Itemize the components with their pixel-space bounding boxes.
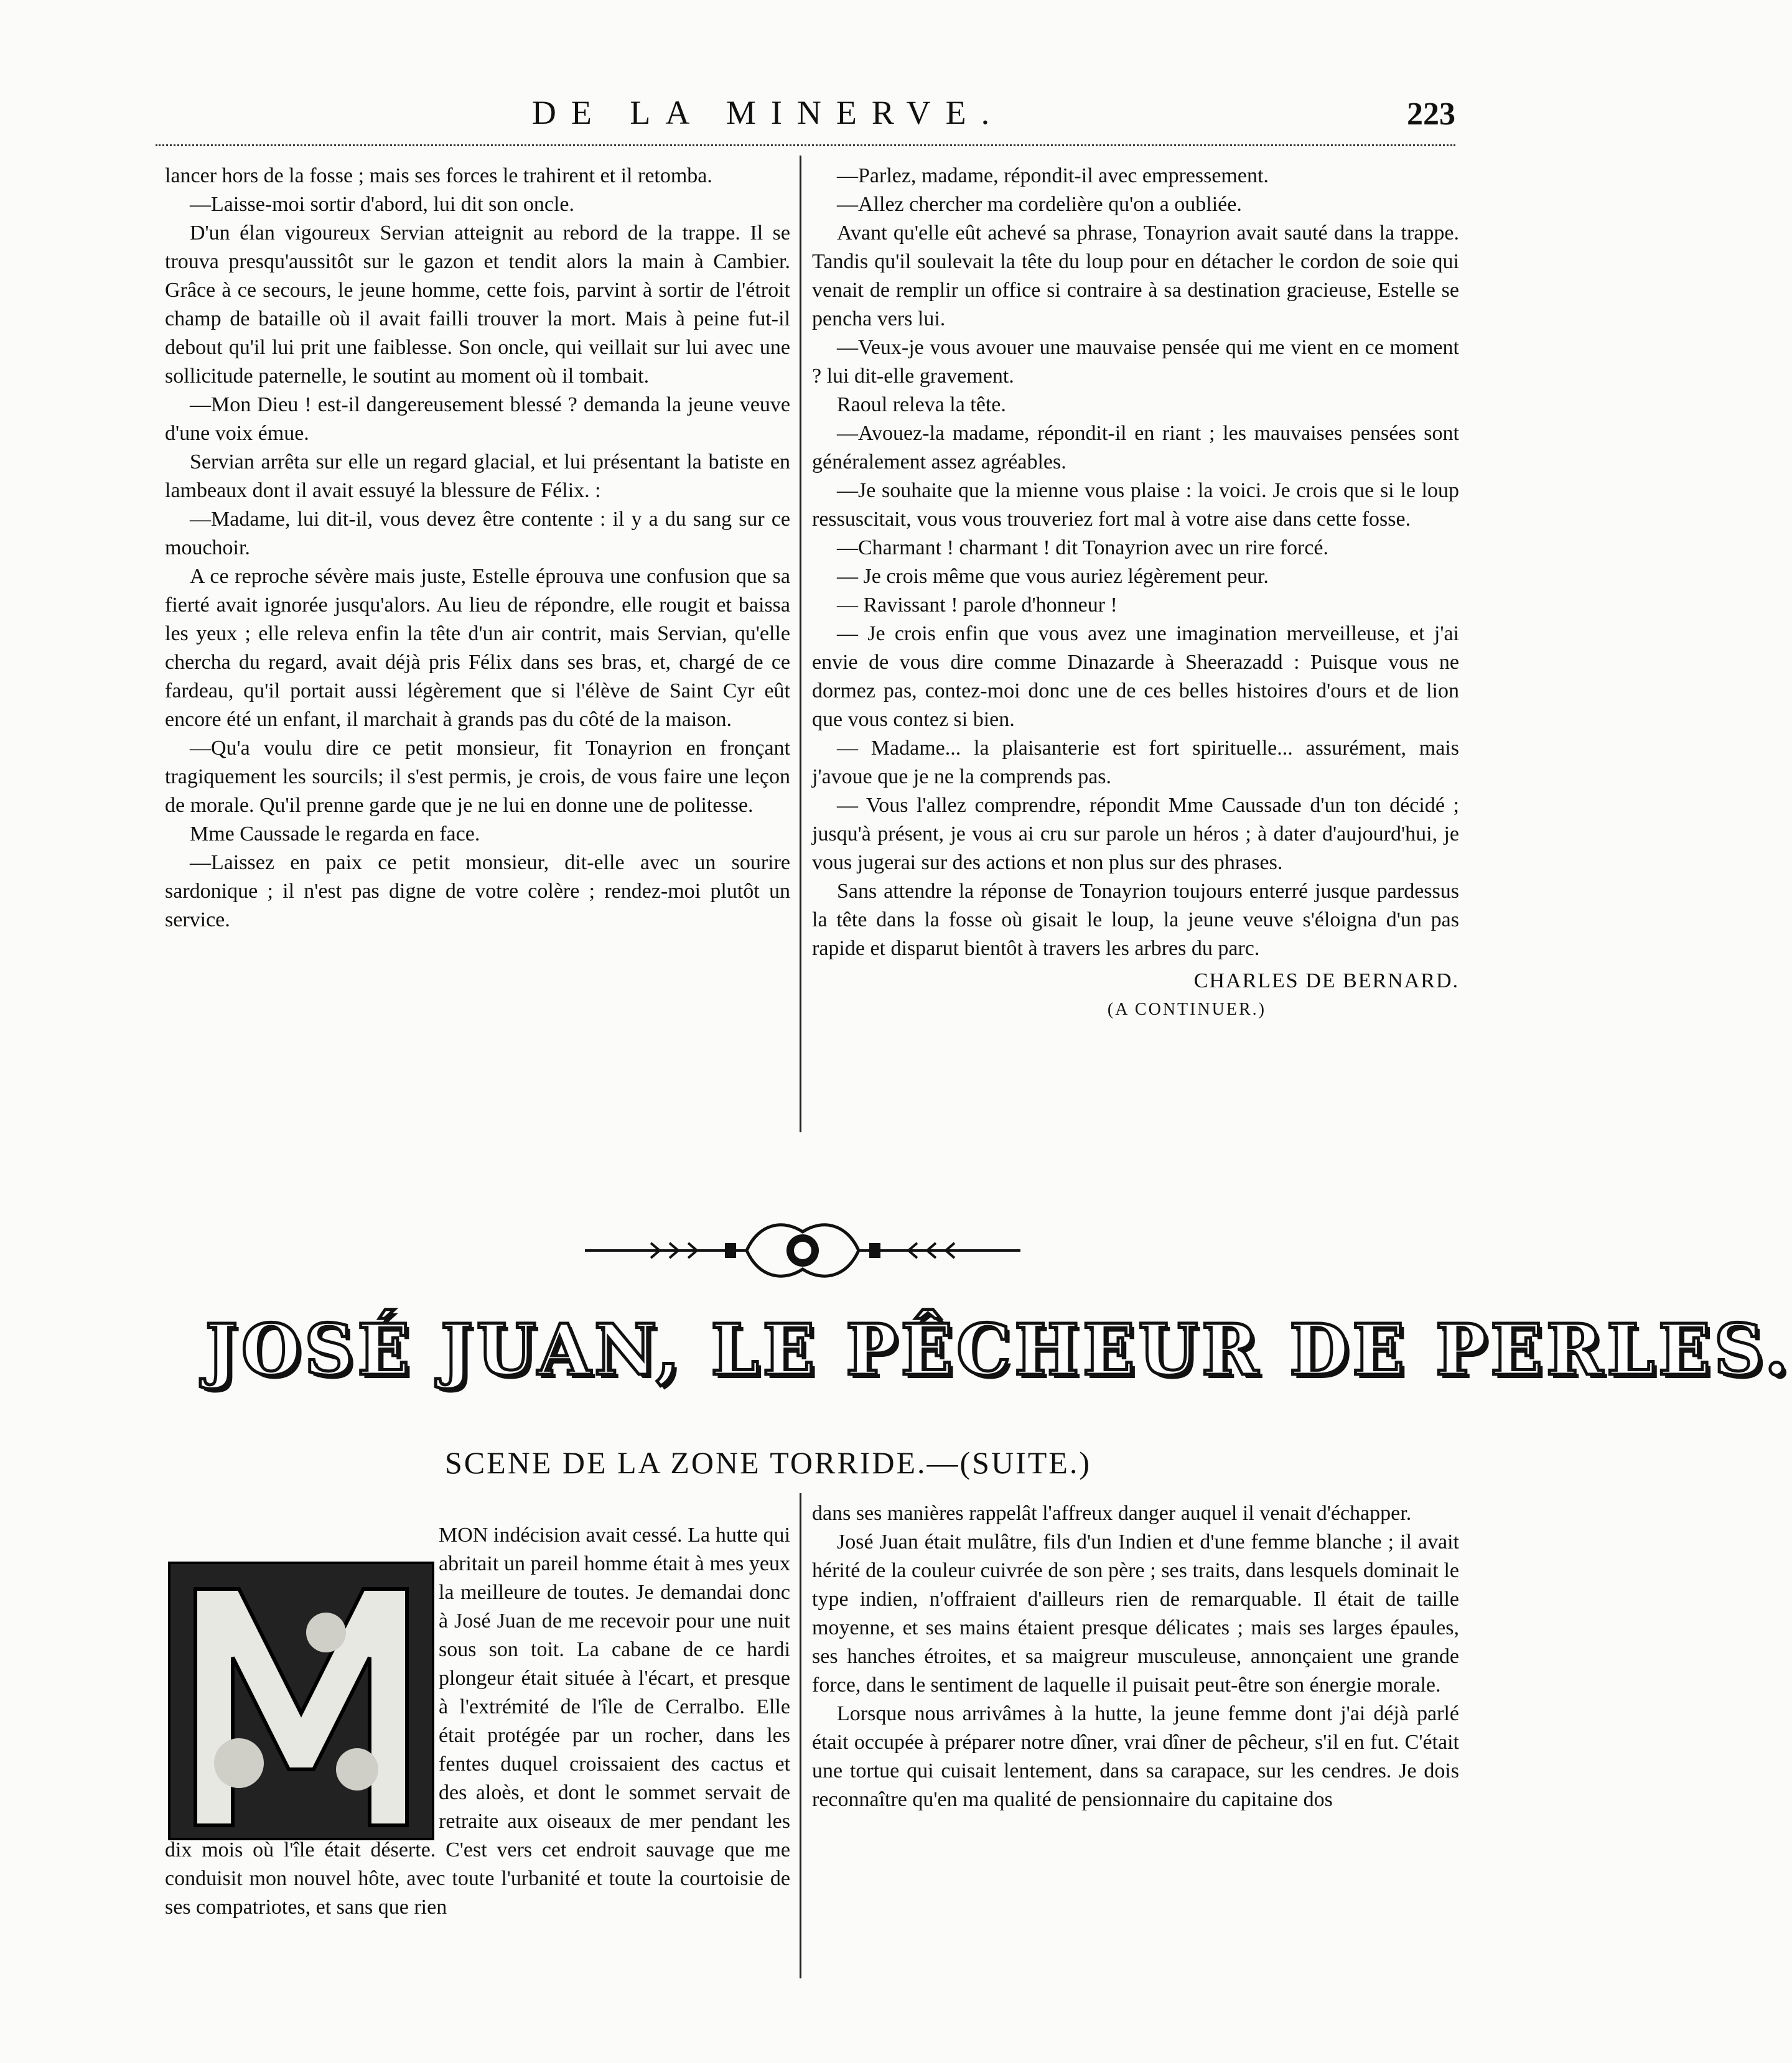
bottom-left-column [165,1521,790,1922]
author-signature: CHARLES DE BERNARD. [1193,969,1459,992]
paragraph: lancer hors de la fosse ; mais ses forces le trahirent et il retomba. [165,164,712,187]
header-divider [156,144,1455,146]
paragraph: —Laisse-moi sortir d'abord, lui dit son oncle. [190,193,575,216]
paragraph: —Parlez, madame, répondit-il avec empressement. [837,164,1269,187]
paragraph: —Qu'a voulu dire ce petit monsieur, fit Tonayrion en fronçant tragiquement les sourcils; il s'est permis, je crois, de vous faire une leçon de morale. Qu'il prenne garde que je ne lui en donne une de politesse. [165,737,790,817]
paragraph: —Allez chercher ma cordelière qu'on a oubliée. [837,193,1242,216]
paragraph: Avant qu'elle eût achevé sa phrase, Tonayrion avait sauté dans la trappe. Tandis qu'il soulevait la tête du loup pour en détacher le cordon de soie qui venait de remplir un office si contraire à sa destination gracieuse, Estelle se pencha vers lui. [812,221,1459,330]
dropcap-spacer [165,1521,439,1832]
column-divider-bottom [800,1493,801,1978]
paragraph: Sans attendre la réponse de Tonayrion toujours enterré jusque pardessus la tête dans la fosse où gisait le loup, la jeune veuve s'éloigna d'un pas rapide et disparut bientôt à travers les arbres du parc. [812,880,1459,960]
paragraph: — Ravissant ! parole d'honneur ! [837,594,1118,617]
paragraph: Lorsque nous arrivâmes à la hutte, la jeune femme dont j'ai déjà parlé était occupée à préparer notre dîner, vrai dîner de pêcheur, s'il en fut. C'était une tortue qui cuisait lentement, dans sa carapace, sur les cendres. Je dois reconnaître qu'en ma qualité de pensionnaire du capitaine dos [812,1702,1459,1811]
paragraph: — Je crois enfin que vous avez une imagination merveilleuse, et j'ai envie de vous dire comme Dinazarde à Sheerazadd : Puisque vous ne dormez pas, contez-moi donc une de ces belles histoires d'ours et de lion que vous contez si bien. [812,622,1459,731]
article-subtitle: SCENE DE LA ZONE TORRIDE.—(SUITE.) [445,1445,1091,1480]
paragraph: — Madame... la plaisanterie est fort spirituelle... assurément, mais j'avoue que je ne la comprends pas. [812,737,1459,788]
top-left-column [165,162,790,934]
paragraph: Mme Caussade le regarda en face. [190,822,480,845]
decorative-ornament [585,1213,1020,1288]
paragraph: Servian arrêta sur elle un regard glacial, et lui présentant la batiste en lambeaux dont il avait essuyé la blessure de Félix. : [165,450,790,502]
article-title: JOSÉ JUAN, LE PÊCHEUR DE PERLES. [205,1310,1792,1391]
paragraph: —Mon Dieu ! est-il dangereusement blessé ? demanda la jeune veuve d'une voix émue. [165,393,790,445]
paragraph: —Veux-je vous avouer une mauvaise pensée qui me vient en ce moment ? lui dit-elle gravement. [812,336,1459,388]
paragraph: José Juan était mulâtre, fils d'un Indien et d'une femme blanche ; il avait hérité de la couleur cuivrée de son père ; ses traits, dans lesquels dominait le type indien, n'offraient d'ailleurs rien de remarquable. Il était de taille moyenne, et ses mains étaient presque délicates ; mais ses larges épaules, ses hanches étroites, et sa maigreur musculeuse, annonçaient une grande force, dans le sentiment de laquelle il puisait peut-être son énergie morale. [812,1530,1459,1697]
bottom-right-column [812,1499,1459,1814]
top-right-column [812,162,1459,1024]
paragraph: —Madame, lui dit-il, vous devez être contente : il y a du sang sur ce mouchoir. [165,508,790,559]
paragraph: — Vous l'allez comprendre, répondit Mme Caussade d'un ton décidé ; jusqu'à présent, je vous ai cru sur parole un héros ; à dater d'aujourd'hui, je vous jugerai sur des actions et non plus sur des phrases. [812,794,1459,874]
paragraph: dans ses manières rappelât l'affreux danger auquel il venait d'échapper. [812,1502,1412,1525]
paragraph: A ce reproche sévère mais juste, Estelle éprouva une confusion que sa fierté avait ignorée jusqu'alors. Au lieu de répondre, elle rougit et baissa les yeux ; elle releva enfin la tête d'un air contrit, mais Servian, qu'elle chercha du regard, avait déjà pris Félix dans ses bras, et, chargé de ce fardeau, qu'il portait aussi légèrement que si l'élève de Saint Cyr eût encore été un enfant, il marchait à grands pas du côté de la maison. [165,565,790,731]
page-number: 223 [1407,96,1455,132]
paragraph: —Avouez-la madame, répondit-il en riant ; les mauvaises pensées sont généralement assez agréables. [812,422,1459,473]
paragraph: Raoul releva la tête. [837,393,1006,416]
column-divider-top [800,156,801,1132]
paragraph: —Charmant ! charmant ! dit Tonayrion avec un rire forcé. [837,536,1329,559]
paragraph: D'un élan vigoureux Servian atteignit au rebord de la trappe. Il se trouva presqu'aussitôt sur le gazon et tendit alors la main à Cambier. Grâce à ce secours, le jeune homme, cette fois, parvint à sortir de l'étroit champ de bataille où il avait failli trouver la mort. Mais à peine fut-il debout qu'il lui prit une faiblesse. Son oncle, qui veillait sur lui avec une sollicitude paternelle, le soutint au moment où il tombait. [165,221,790,388]
paragraph: — Je crois même que vous auriez légèrement peur. [837,565,1269,588]
continuation-note: (A CONTINUER.) [1107,1000,1266,1019]
paragraph: MON indécision avait cessé. La hutte qui abritait un pareil homme était à mes yeux la meilleure de toutes. Je demandai donc à José Juan de me recevoir pour une nuit sous son toit. La cabane de ce hardi plongeur était située à l'écart, et presque à l'extrémité de l'île de Cerralbo. Elle était protégée par un rocher, dans les fentes duquel croissaient des cactus et des aloès, et dont le sommet servait de retraite aux oiseaux de mer pendant les dix mois où l'île était déserte. C'est vers cet endroit sauvage que me conduisit mon nouvel hôte, avec toute l'urbanité et toute la courtoisie de ses compatriotes, et sans que rien [165,1524,790,1919]
running-header-title: DE LA MINERVE. [531,94,1005,131]
paragraph: —Laissez en paix ce petit monsieur, dit-elle avec un sourire sardonique ; il n'est pas digne de votre colère ; rendez-moi plutôt un service. [165,851,790,931]
paragraph: —Je souhaite que la mienne vous plaise : la voici. Je crois que si le loup ressuscitait, vous vous trouveriez fort mal à votre aise dans cette fosse. [812,479,1459,531]
